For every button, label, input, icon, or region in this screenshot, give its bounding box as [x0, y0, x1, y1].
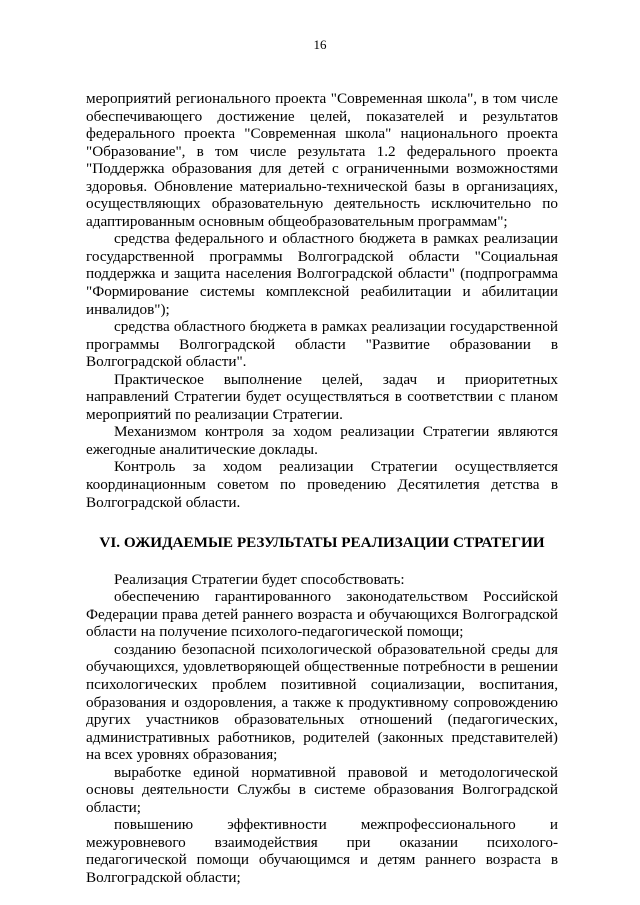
paragraph: выработке единой нормативной правовой и методологической основы деятельности Службы в системе образования Волгоградской области; — [86, 763, 558, 816]
paragraph: обеспечению гарантированного законодательством Российской Федерации права детей раннего возраста и обучающихся Волгоградской области на получение психолого-педагогической помощи; — [86, 588, 558, 641]
paragraph: средства федерального и областного бюджета в рамках реализации государственной программы Волгоградской области "Социальная поддержка и защита населения Волгоградской области" (подпрограмма "Формирование системы комплексной реабилитации и абилитации инвалидов"); — [86, 230, 558, 318]
paragraph: мероприятий регионального проекта "Современная школа", в том числе обеспечивающего достижение целей, показателей и результатов федерального проекта "Современная школа" национального проекта "Образование", в том числе результата 1.2 федерального проекта "Поддержка образования для детей с ограниченными возможностями здоровья. Обновление материально-технической базы в организациях, осуществляющих образовательную деятельность исключительно по адаптированным основным общеобразовательным программам"; — [86, 90, 558, 230]
paragraph: повышению эффективности межпрофессионального и межуровневого взаимодействия при оказании психолого-педагогической помощи обучающимся и детям раннего возраста в Волгоградской области; — [86, 816, 558, 886]
page-number: 16 — [313, 37, 327, 52]
paragraph: созданию безопасной психологической образовательной среды для обучающихся, удовлетворяющей общественные потребности в решении психологических проблем позитивной социализации, воспитания, образования и оздоровления, а также к продуктивному сопровождению других участников образовательных отношений (педагогических, административных работников, родителей (законных представителей) на всех уровнях образования; — [86, 640, 558, 764]
document-body — [86, 90, 558, 887]
paragraph: Практическое выполнение целей, задач и приоритетных направлений Стратегии будет осуществляться в соответствии с планом мероприятий по реализации Стратегии. — [86, 370, 558, 423]
section-heading: VI. ОЖИДАЕМЫЕ РЕЗУЛЬТАТЫ РЕАЛИЗАЦИИ СТРАТЕГИИ — [99, 534, 545, 552]
paragraph: Реализация Стратегии будет способствовать: — [114, 570, 405, 588]
paragraph: Контроль за ходом реализации Стратегии осуществляется координационным советом по проведению Десятилетия детства в Волгоградской области. — [86, 458, 558, 511]
paragraph: средства областного бюджета в рамках реализации государственной программы Волгоградской области "Развитие образовании в Волгоградской области". — [86, 318, 558, 371]
paragraph: Механизмом контроля за ходом реализации Стратегии являются ежегодные аналитические доклады. — [86, 423, 558, 458]
